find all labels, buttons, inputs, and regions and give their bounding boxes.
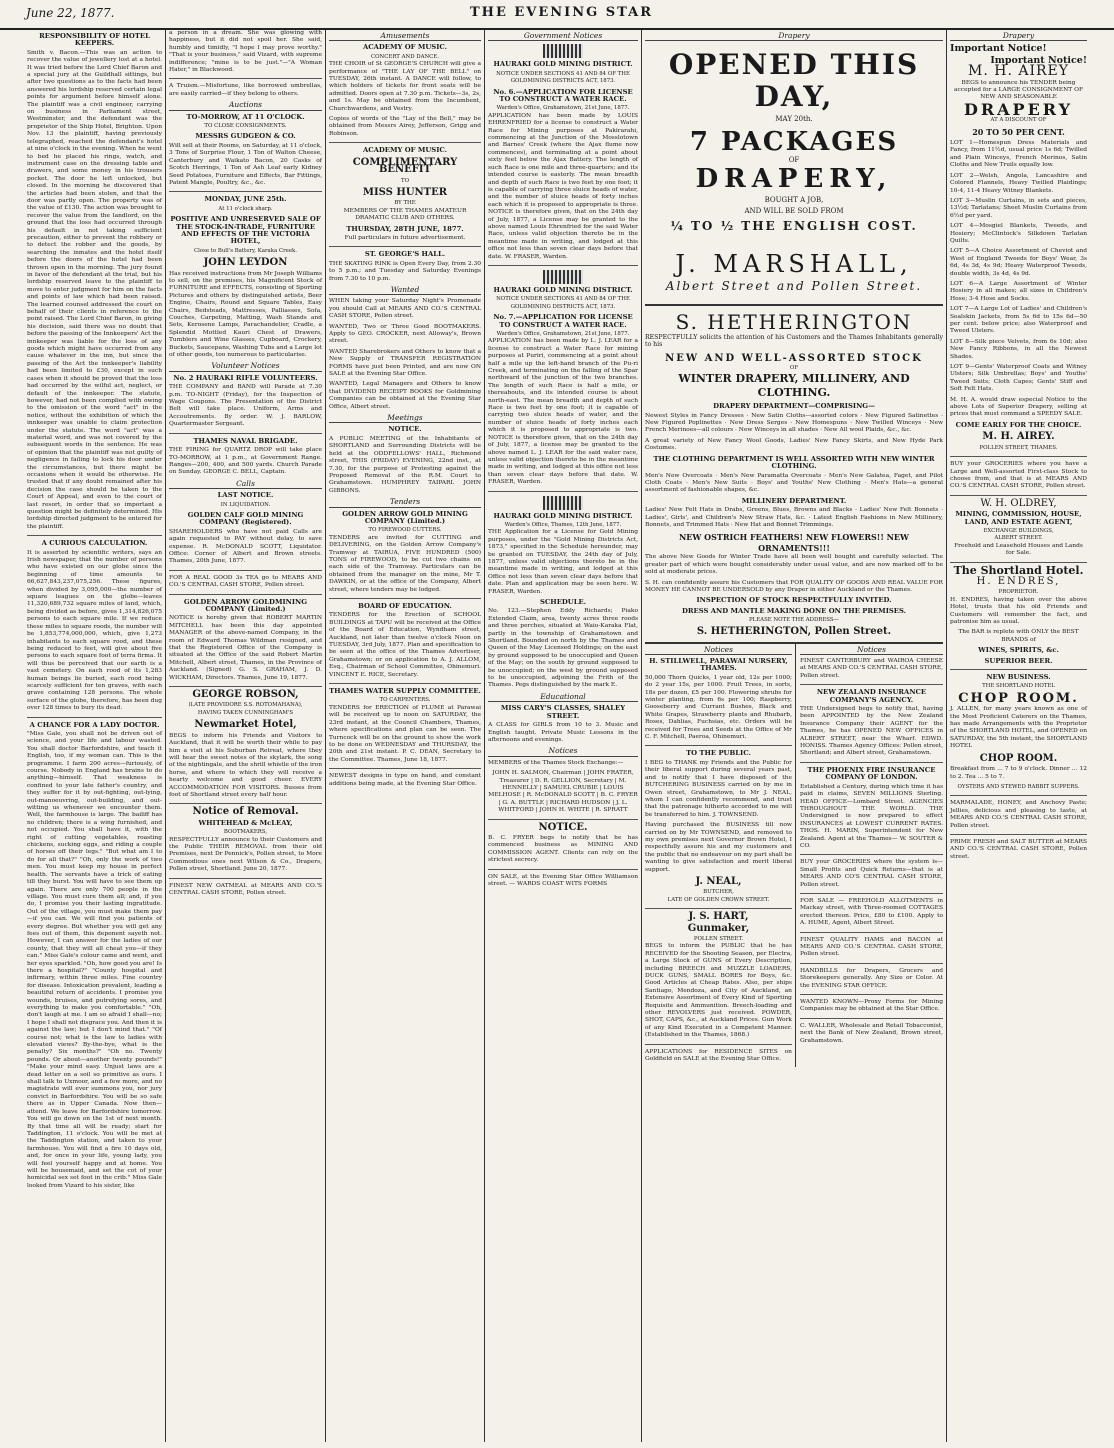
divider: [169, 433, 322, 434]
ad-subheading: TO CARPENTERS.: [379, 697, 431, 704]
ad-body: B. C. FRYER begs to notify that he has commenced business as MINING AND COMMISSION AGENT. Clients can rely on the strictest secrecy.: [488, 834, 638, 864]
ad-subheading: BOOTMAKERS,: [223, 829, 268, 836]
column-5: [642, 30, 946, 1442]
divider: [169, 686, 322, 687]
ad-body: FINEST CANTERBURY and WAIROA CHEESE at MEARS AND CO.'S CENTRAL CASH STORE, Pollen street.: [799, 658, 943, 679]
divider: [800, 963, 943, 964]
divider: [169, 594, 322, 595]
ad-subheading: PLEASE NOTE THE ADDRESS—: [749, 617, 839, 624]
divider: [27, 535, 162, 536]
ad-subheading: ALBERT STREET.: [994, 535, 1043, 542]
ad-body: Full particulars in future advertisement.: [344, 234, 466, 241]
ad-heading: ACADEMY OF MUSIC.: [362, 43, 448, 52]
ad-headline: CHOP ROOM.: [979, 752, 1058, 764]
divider: [800, 684, 943, 685]
lot-item: LOT 6—A Large Assortment of Winter Hosiery in all makes; all sizes in Children's Hose; 3-4 Hose and Socks.: [950, 280, 1087, 302]
ad-name: NOTICE.: [538, 821, 588, 833]
ad-subheading: TO FIREWOOD CUTTERS.: [368, 527, 442, 534]
ad-heading: SUPERIOR BEER.: [984, 656, 1053, 665]
ad-body: Copies of words of the "Lay of the Bell," may be obtained from Messrs Airey, Jefferson, Grigg and Robinson.: [329, 116, 481, 137]
ad-body: HANDBILLS for Drapers, Grocers and Storekeepers generally. Any Size or Color. At the EVENING STAR OFFICE.: [799, 967, 943, 989]
section-header: Meetings: [329, 414, 481, 423]
masthead: [0, 0, 1114, 30]
ad-body: Will sell at their Rooms, on Saturday, at 11 o'clock, 3 Tons of Surprise Flour, 1 Ton of Walton Cheese, Canterbury and Waikato Bacon, 20 Casks of Scotch Herrings, 1 Ton of Ash Leaf early Kidney Seed Potatoes, Furniture and Effects, Bar Fittings, Patent Mangle, Poultry, &c., &c.: [169, 142, 322, 186]
column-3: [326, 30, 484, 1442]
divider: [27, 717, 162, 718]
ad-body: FINEST QUALITY HAMS and BACON at MEARS AND CO.'S CENTRAL CASH STORE, Pollen street.: [799, 936, 943, 958]
ad-subheading: At 11 o'clock sharp.: [218, 205, 273, 212]
ad-body: Established a Century, during which time it has paid in claims, SEVEN MILLIONS Sterling. HEAD OFFICE—Lombard Street. AGENCIES THROUGHOUT THE WORLD. THE Undersigned is now prepared to effect INSURANCES at LOWEST CURRENT RATES. THOS. H. MARIN, Superintendent for New Zealand. Agent at the Thames— W. SOUTER & CO.: [799, 783, 943, 849]
ad-body: Men's New Overcoats · Men's New Paramatta Overcoats · Men's New Galatea, Faget, and Pilot Cloth Coats · Men's New Suits · Boys' and Youths' New Clothing · Men's Hats—a general assortment of fashionable shapes, &c.: [645, 472, 943, 494]
divider: [950, 834, 1087, 835]
ad-body: THE COMPANY and BAND will Parade at 7.30 p.m. TO-NIGHT (Friday), for the Inspection of Wage Coupons. The Presentation of the District Belt will take place. Uniform, Arms and Accoutrements. By order. W. J. BARLOW, Quartermaster Sergeant.: [169, 384, 322, 428]
ad-name: J. MARSHALL,: [675, 250, 913, 279]
ad-body: THE Application for a License for Gold Mining purposes, under the "Gold Mining Districts Act, 1873," specified in the Schedule hereunder, may be granted on TUESDAY, the 24th day of July, 1877, unless valid objections thereto be in the meantime made in writing, and lodged at this Office not less than seven clear days before that date. Plan and application may be seen here. W. FRASER, Warden.: [488, 529, 638, 595]
ad-address: Close to Bull's Battery, Karaka Creek.: [193, 247, 298, 254]
section-header: Tenders: [329, 498, 481, 507]
ad-headline: ¼ TO ½ THE ENGLISH COST.: [670, 219, 918, 234]
ad-heading: HAURAKI GOLD MINING DISTRICT.: [493, 511, 633, 520]
section-header: Notices: [800, 646, 943, 655]
ad-subheading: LATE OF GOLDEN CROWN STREET.: [667, 896, 770, 903]
section-header: Drapery: [950, 32, 1087, 41]
ad-name: M. H. AIREY: [968, 63, 1069, 80]
ad-body: NOTICE is hereby given that ROBERT MARTIN MITCHELL has been this day appointed MANAGER of the above-named Company, in the room of Edward Thomas Wildman resigned, and that the Registered Office of the Company is situated at the Office of the said Robert Martin Mitchell, Albert street, Thames, in the Province of Auckland. (Signed) G. S. GRAHAM, J. D. WICKHAM, Directors. Thames, June 19, 1877.: [169, 615, 322, 681]
ad-body: S. H. can confidently assure his Customers that FOR QUALITY OF GOODS AND REAL VALUE FOR MONEY HE CANNOT BE UNDERSOLD by any Draper in either Auckland or the Thames.: [645, 579, 943, 593]
ad-name: J. S. HART,: [688, 911, 749, 923]
section-header: Notices: [488, 747, 638, 756]
divider: [329, 142, 481, 143]
divider: [950, 495, 1087, 496]
column-4: [485, 30, 641, 1442]
ad-body: PRIME FRESH and SALT BUTTER at MEARS AND CO.'S CENTRAL CASH STORE, Pollen street.: [950, 838, 1087, 860]
ad-body: APPLICATION has been made by LOUIS EHRENFRIED for a license to construct a Water Race for Mining purposes at Pakirarahi, commencing at the Junction of the Mosslotown and Barnes' Creek (where the Ajax flume now commences), and terminating at a point about sixty feet below the Ajax Battery. The length of such Race is one mile and three-quarters; and its intended course is easterly. The mean breadth and depth of such Race is two feet by one foot; it is capable of carrying three sluice heads of water, and the number of sluice heads of forty inches each which it is proposed to appropriate is three. NOTICE is therefore given, that on the 24th day of July, 1877, a License may be granted to the above named Louis Ehrenfried for the said Water Race, unless valid objection thereto be in the meantime made in writing, and lodged at this office not less than seven clear days before that date. W. FRASER, Warden.: [488, 112, 638, 260]
article-headline: RESPONSIBILITY OF HOTEL KEEPERS.: [39, 32, 150, 48]
crest-icon: [543, 270, 583, 284]
ad-subheading: THE SHORTLAND HOTEL: [982, 683, 1055, 690]
divider: [800, 762, 943, 763]
ad-heading: NEW ZEALAND INSURANCE COMPANY'S AGENCY.: [816, 688, 927, 704]
divider: [169, 191, 322, 192]
ad-subheading: CONCERT AND DANCE.: [371, 53, 439, 60]
ad-body: BUY your GROCERIES where you have a Large and Well-assorted First-class Stock to choose from, and that is at MEARS AND CO.'S CENTRAL CASH STORE, Pollen street.: [950, 461, 1087, 490]
ad-body: BEGS to inform the PUBLIC that he has RECEIVED for the Shooting Season, per Electra, a Large Stock of GUNS of Every Description, including BREECH and MUZZLE LOADERS, DUCK GUNS, SMALL BORES for Boys, &c. Good Articles at Cheap Rates. Also, per ships Santiago, Mendoza, and City of Auckland, an Extensive Assortment of Every Kind of Sporting Requisite and Ammunition. Breech-loading and other REVOLVERS just received. POWDER, SHOT, CAPS, &c., at Auckland Prices. Gun Work of any Kind Executed in a Competent Manner. (Established in the Thames, 1868.): [645, 943, 792, 1039]
ad-subheading: AT A DISCOUNT OF: [990, 117, 1047, 124]
ad-subheading: POLLEN STREET.: [693, 936, 744, 942]
ad-subheading: BY THE: [394, 200, 416, 207]
ad-subheading: OYSTERS AND STEWED RABBIT SUPPERS.: [957, 783, 1080, 790]
section-header: Educational: [488, 693, 638, 702]
lot-item: LOT 7—A Large Lot of Ladies' and Children's Sealskin Jackets, from 5s 6d to 15s 6d—50 per cent. below price; also Waterproof and Tweed Ulsters.: [950, 306, 1087, 335]
ad-heading: THURSDAY, 28TH JUNE, 1877.: [346, 224, 464, 233]
divider: [488, 819, 638, 820]
section-header: Amusements: [329, 32, 481, 41]
section-header: Notices: [645, 646, 792, 655]
ad-heading: MILLINERY DEPARTMENT.: [741, 496, 847, 505]
lot-item: LOT 4—Mosgiel Blankets, Tweeds, and Hosiery; McClintock's Silkdown Tarlatan Quilts.: [950, 223, 1087, 244]
divider: [488, 265, 638, 266]
ad-body: Breakfast from ... 7 to 9 o'clock. Dinner ... 12 to 2. Tea ... 5 to 7.: [950, 766, 1087, 780]
issue-date: June 22, 1877.: [26, 6, 115, 20]
crest-icon: [543, 44, 583, 58]
section-header: Auctions: [169, 101, 322, 110]
ad-body: Ladies' New Felt Hats in Drabs, Greens, Blues, Browns and Blacks · Ladies' New Felt Bonnets · Ladies', Girls', and Children's New Straw Hats, &c. · Latest English Fashions in New Millinery, Bonnets, and Trimmed Hats · New Hat and Bonnet Trimmings.: [645, 507, 943, 528]
ad-body: ON SALE, at the Evening Star Office Williamson street. — WARDS COAST WITS FORMS: [488, 873, 638, 887]
ad-heading: COME EARLY FOR THE CHOICE.: [955, 420, 1082, 429]
ad-name: MISS HUNTER: [362, 186, 448, 198]
lot-item: LOT 1—Homespun Dress Materials and Fancy, from 11½d, usual price 1s 6d; Twilled and Plain Winceys, French Merinos, Satin Cloths and New Truils equally low.: [950, 140, 1087, 169]
ad-body: TENDERS are invited for CUTTING and DELIVERING, on the Golden Arrow Company's Tramway at TAIRUA, FIVE HUNDRED (500) TONS of FIREWOOD, to be cut two chains on each side of the Tramway. Particulars can be obtained from the manager on the mine, Mr T. DAWKIN, or at the office of the Company, Albert street, where tenders may be lodged.: [329, 534, 481, 593]
ad-name: MESSRS GUDGEON & CO.: [195, 132, 296, 141]
ad-heading: TO-MORROW, AT 11 O'CLOCK.: [186, 112, 305, 121]
ad-heading: HAURAKI GOLD MINING DISTRICT.: [493, 285, 633, 294]
article-body: It is asserted by scientific writers, says an Irish newspaper, that the number of persons who have existed on our globe since the beginning of time amounts to 66,627,843,237,075,256. These figures, when divided by 3,095,000—the number of square leagues on the globe—leaves 11,320,689,732 square miles of land, which, being divided as before, gives 1,314,826,075 persons to each square mile. If we reduce these miles to square roods, the number will be 1,853,774,000,000, which, give 1,273 inhabitants to each square rood, and these being reduced to feet, will give about five persons to each square foot of terra firma. It will thus be perceived that our earth is a vast cemetery. On each rood of its 1,283 human beings lie buried, each rood being scarcely sufficient for ten graves, with each grave containing 128 persons. The whole surface of the globe, therefore, has been dug over 128 times to bury its dead.: [27, 549, 162, 712]
divider: [488, 869, 638, 870]
ad-heading: MONDAY, JUNE 25th.: [204, 195, 287, 204]
ad-heading: No. 7.—APPLICATION FOR LICENSE TO CONSTRUCT A WATER RACE.: [493, 313, 633, 329]
divider: [950, 562, 1087, 563]
ad-name: GEORGE ROBSON,: [192, 689, 299, 701]
ad-name: JOHN LEYDON: [203, 257, 288, 269]
ad-heading: DRAPERY DEPARTMENT—COMPRISING—: [713, 402, 875, 411]
ad-body: Freehold and Leasehold Houses and Lands for Sale.: [954, 542, 1083, 557]
ad-heading: GOLDEN CALF GOLD MINING COMPANY (Registered).: [187, 510, 304, 527]
ad-name: M. H. AIREY.: [982, 431, 1055, 443]
ad-body: M. H. A. would draw especial Notice to the above Lots of Superior Drapery, selling at prices that must command a SPEEDY SALE.: [950, 396, 1087, 418]
ad-body: THE SKATING RINK is Open Every Day, from 2.30 to 5 p.m.; and Tuesday and Saturday Evenings from 7.30 to 10 p.m.: [329, 260, 481, 282]
ad-body: RESPECTFULLY solicits the attention of his Customers and the Thames Inhabitants generally to his: [645, 334, 943, 349]
lot-item: LOT 2—Welsh, Angola, Lancashire and Colored Flannels, Heavy Twilled Plaidings; 10-4, 11-4 Heavy Witney Blankets.: [950, 172, 1087, 194]
divider: [169, 78, 322, 79]
divider: [329, 246, 481, 247]
divider: [645, 745, 792, 746]
ad-subheading: PROPRIETOR.: [998, 589, 1039, 596]
ad-name: W. H. OLDREY,: [980, 497, 1057, 509]
ad-headline: OPENED THIS DAY,: [668, 48, 920, 114]
divider: [169, 803, 322, 804]
ad-body: C. WALLER, Wholesale and Retail Tobacconist, next the Bank of New Zealand, Brown street, Grahamstown.: [799, 1022, 943, 1044]
ad-headline: NEW OSTRICH FEATHERS! NEW FLOWERS!! NEW ORNAMENTS!!!: [678, 532, 910, 554]
ad-body: TENDERS for the Erection of SCHOOL BUILDINGS at TAPU will be received at the Office of the Board of Education, Wyndham street, Auckland, not later than twelve o'clock Noon on TUESDAY, 3rd July, 1877. Plan and specification to be seen at the office of the Thames Advertiser, Grahamstown; or on application to A. J. ALLOM, Esq., Chairman of School Committee, Ohinemuri. VINCENT E. RICE, Secretary.: [329, 612, 481, 678]
ad-heading: No. 6.—APPLICATION FOR LICENSE TO CONSTRUCT A WATER RACE.: [493, 87, 633, 104]
ad-name: Gunmaker,: [687, 922, 750, 934]
divider: [800, 1018, 943, 1019]
column-7: [947, 30, 1090, 1442]
ad-body: SHAREHOLDERS who have not paid Calls are again requested to PAY without delay, to save expense. R. McDONALD SCOTT, Liquidator. Office: Corner of Albert and Brown streets. Thames, 20th June, 1877.: [169, 528, 322, 565]
article-headline: A CURIOUS CALCULATION.: [41, 539, 148, 548]
notices-left: [645, 644, 796, 1067]
ad-body: FOR SALE — FREEHOLD ALLOTMENTS in Mackay street, with Three-roomed COTTAGES erected thereon. Price, £80 to £100. Apply to A. HUME, Agent, Albert Street.: [799, 897, 943, 927]
ad-body: 50,000 Thorn Quicks, 1 year old, 12s per 1000; do 2 year 15s, per 1000. Fruit Trees, in sorts, 18s per dozen, £5 per 100. Flowering shrubs for winter planting, from 6s per 100; Raspberry, Gooseberry and Currant Bushes, Black and White Grapes, Strawberry plants and Rhubarb, Roses, Dahlias, Fuchsias, etc. Orders will be received for Trees and Seeds at the Office of Mr C. F. Mitchell, Paeroa, Ohinemuri.: [645, 674, 792, 741]
ad-heading: LAST NOTICE.: [217, 491, 274, 500]
ad-name: Notice of Removal.: [192, 806, 299, 818]
ad-heading: DRESS AND MANTLE MAKING DONE ON THE PREMISES.: [681, 606, 907, 615]
ad-body: Having purchased the BUSINESS till now carried on by Mr TOWNSEND, and removed to my own premises next Governor Brown Hotel, I respectfully assure his and my customers and the public that no endeavour on my part shall be wanting to give satisfaction and merit liberal support.: [645, 822, 792, 873]
ad-body: The above New Goods for Winter Trade have all been well bought and carefully selected. The greater part of which were bought considerably under usual value, and are now marked off to be sold at moderate prices.: [645, 554, 943, 576]
divider: [488, 491, 638, 492]
ad-heading: THE CLOTHING DEPARTMENT IS WELL ASSORTED WITH NEW WINTER CLOTHING.: [653, 454, 935, 471]
divider: [800, 932, 943, 933]
ad-headline: 20 TO 50 PER CENT.: [972, 126, 1065, 137]
article-body: a person in a dream. She was glowing with happiness, but it did not spoil her. She said, humbly and timidly, "I hope I may prove worthy." "That is your business," said Vizard, with supreme indifference; "mine is to be just."—"A Woman Hater," in Blackwood.: [169, 30, 322, 74]
article-headline: A CHANCE FOR A LADY DOCTOR.: [29, 720, 160, 729]
ad-date: Warden's Office, Grahamstown, 21st June, 1877.: [496, 331, 630, 337]
ad-subheading: TO CLOSE CONSIGNMENTS.: [204, 123, 287, 130]
ad-headline: Important Notice!: [990, 54, 1087, 66]
ad-headline: CHOP ROOM.: [958, 690, 1079, 706]
ad-name: S. HETHERINGTON, Pollen Street.: [696, 625, 892, 637]
divider: [950, 456, 1087, 457]
ad-body: BUY your GROCERIES where the system is—Small Profits and Quick Returns—that is at MEARS AND CO'S CENTRAL CASH STORE, Pollen street.: [799, 859, 943, 888]
ad-heading: ST. GEORGE'S HALL.: [364, 250, 446, 259]
ad-heading: THAMES WATER SUPPLY COMMITTEE.: [329, 687, 481, 696]
ad-body: THE Undersigned begs to notify that, having been APPOINTED by the New Zealand Insurance Company their AGENT for the Thames, he has OPENED NEW OFFICES in ALBERT STREET, near the Wharf. EDWD. HONISS. Thames Agency Offices: Pollen street, Shortland; and Albert street, Grahamstown.: [799, 706, 943, 757]
ad-subheading: IN LIQUIDATION.: [220, 501, 271, 508]
ad-body: J. ALLEN, for many years known as one of the Most Proficient Caterers on the Thames, has made Arrangements with the Proprietor of the SHORTLAND HOTEL, and OPENED on SATURDAY, the 5th instant, the SHORTLAND HOTEL: [950, 706, 1087, 750]
ad-subheading: OF: [789, 364, 799, 371]
lot-item: LOT 3—Muslin Curtains, in sets and pieces, 13½d; Tarlatans; Sheet Muslin Curtains from 6½d per yard.: [950, 197, 1087, 219]
divider: [645, 304, 943, 306]
ad-body: THE FIRING for QUARTZ DROP will take place TO-MORROW, at 1 p.m., at Government Range. Ranges—200, 400, and 500 yards. Church Parade on Sunday. GEORGE C. BELL, Captain.: [169, 447, 322, 476]
ad-body: The BAR is replete with ONLY the BEST BRANDS of: [958, 629, 1079, 643]
ad-name: COMPLIMENTARY BENEFIT: [352, 156, 458, 176]
ad-body: Newest Styles in Fancy Dresses · New Satin Cloths—assorted colors · New Figured Satinettes · New Figured Poplinettes · New Dress Serges · New Homespuns · New Twilled Winceys · New French Merinoes—all colours · New Winceys in all shades · New All wool Plaids, &c., &c.: [645, 412, 943, 434]
ad-heading: ACADEMY OF MUSIC.: [362, 146, 448, 155]
ad-body: MEMBERS OF THE THAMES AMATEUR DRAMATIC CLUB AND OTHERS.: [343, 207, 467, 222]
ad-body: WANTED, Legal Managers and Others to know that DIVIDEND RECEIPT BOOKS for Goldmining Companies can be obtained at the Evening Star Office, Albert street.: [329, 381, 481, 410]
ad-subheading: EXCHANGE BUILDINGS,: [983, 527, 1054, 534]
lower-split: [645, 642, 943, 1067]
ad-body: WANTED, Two or Three Good BOOTMAKERS. Apply to GEO. CROCKER, next Alloway's, Brown street.: [329, 323, 481, 345]
section-header: Wanted: [329, 286, 481, 295]
ad-body: FINEST NEW OATMEAL at MEARS AND CO.'S CENTRAL CASH STORE, Pollen street.: [169, 882, 322, 896]
article-body: "Miss Gale, you shall not be driven out of science, and your life and labour wasted. You shall doctor Barfordshire, and teach it English, too, if my woman can. This is the programme. I farm 200 acres—furiously, of course. Nobody in England has brains to do anything—himself. That weakness is confined to your late father's country, and they suffer for it by out-fighting, out-lying, out-manoeuvring, out-building, and out-witting us whenever we encounter them. Well, the farmhouse is large. The bailiff has no children; there is a wing furnished, and not occupied. You shall have it, with the right of cutting vegetables, roasting chickens, sucking eggs, and riding a couple of horses off their legs." "But what am I to do for all that?" "Oh, only the work of two men. You must keep my house in perfect health. The servants have a trick of eating till they burst. You will have to see them up again. There are only 700 people in the village. You must cure them all; and, if you do, I promise you their lasting ingratitude. Out of the village, you must make them pay—if you can. We will find you patients of every degree. But whether you will get any fees out of them, this deponent sayeth not. However, I can answer for the ladies of our county, that they will all cheat you—if they can." Miss Gale's colour came and went, and her eyes sparkled. "Oh, how good you are! Is there a hospital?" "County hospital and infirmary, within three miles. Fine country for disease. Intoxication prevalent, leading a beautiful return of accidents. I promise you wounds, bruises, and putrefying sores, and everything to make you comfortable." "Oh, don't laugh at me. I am so afraid I shall—no; I hope I shall not disgrace you. And then it is against the law; but I don't mind that." "Of course not; what is the law to ladies with elevated views? By-the-bye, what is the penalty? Six months?" "Oh no. Twenty pounds. Or about—another twenty pounds!" "Make your mind easy. Unjust laws are a dead letter on a soil so primitive as ours. I shall talk to Uxmoor, and a few more, and no magistrate will ever summons you, nor jury convict in Barfordshire. You will be so safe there as in Upper Canada. Now then—attend. We leave for Barfordshire tomorrow. You will go down on the 1st of next month. By that time all will be ready; start for Taddington, 11 o'clock. You will be met at the Taddington station, and taken to your farmhouse. You will find a fire 10 days old, and, for once in your life, young lady, you will feel yourself happy and at home. You will be housemaid, and set the cot of your homicidal sex set foot in the crib." Miss Gale looked from Vizard to his sister, like: [27, 730, 162, 1189]
ad-subheading: HAVING TAKEN CUNNINGHAM'S: [197, 709, 294, 716]
divider: [329, 768, 481, 769]
ad-body: WANTED KNOWN—Proxy Forms for Mining Companies may be obtained at the Star Office.: [799, 999, 943, 1013]
ad-heading: GOLDEN ARROW GOLD MINING COMPANY (Limited.): [342, 509, 468, 525]
ad-headline: Important Notice!: [950, 43, 1047, 55]
ad-subheading: NOTICE UNDER SECTIONS 41 AND 84 OF THE GOLDMINING DISTRICTS ACT, 1873.: [496, 70, 630, 85]
divider: [950, 795, 1087, 796]
ad-headline: DRAPERY,: [695, 164, 893, 195]
ad-heading: TO THE PUBLIC.: [686, 749, 751, 758]
lot-item: LOT 9—Gents' Waterproof Coats and Witney Ulsters; Silk Umbrellas; Boys' and Youths' Tweed Suits; Cloth Capes; Gents' Stiff and Soft Felt Hats.: [950, 364, 1087, 393]
ad-heading: POSITIVE AND UNRESERVED SALE OF THE STOCK-IN-TRADE, FURNITURE AND EFFECTS OF THE VICTORIA HOTEL,: [170, 215, 321, 246]
ad-subheading: NOTICE UNDER SECTIONS 41 AND 84 OF THE GOLDMINING DISTRICTS ACT, 1873.: [496, 296, 630, 310]
ad-body: No. 123.—Stephen Eddy Richards; Piako Extended Claim, area, twenty acres three roods and three perches, situated at Waio-Karaka Flat, partly in the township of Grahamstown and Shortland. Bounded on north by the Thames and Queen of the May Licensed Holdings; on the east by ground supposed to be unoccupied and Queen of the May; on the south by ground supposed to be unoccupied; on the west by ground supposed to be unoccupied, adjoining the Frith of the Thames. Pegs distinguished by the mark E.: [488, 608, 638, 689]
divider: [800, 854, 943, 855]
ad-name: H. ENDRES,: [976, 575, 1061, 587]
ad-name: Newmarket Hotel,: [194, 719, 297, 731]
ad-body: H. ENDRES, having taken over the above Hotel, trusts that his old Friends and Customers will remember the fact, and patronise him as usual.: [950, 596, 1087, 625]
ad-body: BEGS to inform his Friends and Visitors to Auckland, that it will be worth their while to pay him a visit at his Suburban Retreat, where they will hear the sweet notes of the skylark, the song of the nightingale, and the shrill whistle of the iron horse, and where to which they will receive a hearty welcome and good cheer. EVERY ACCOMMODATION FOR VISITORS. Busses from foot of Shortland street every half hour.: [169, 732, 322, 798]
ad-subheading: TO: [400, 177, 409, 184]
lot-item: LOT 8—Silk piece Velvets, from 6s 10d; also New Fancy Ribbons, in all the Newest Shades.: [950, 338, 1087, 360]
column-2: [166, 30, 325, 1442]
ad-date: MAY 20th.: [775, 115, 813, 124]
ad-name: S. HETHERINGTON: [675, 310, 913, 335]
ad-body: A CLASS for GIRLS from 10 to 3. Music and English taught. Private Music Lessons in the afternoons and evenings.: [488, 722, 638, 743]
ad-body: MEMBERS of the Thames Stock Exchange:—: [488, 759, 624, 766]
ad-address: Albert Street and Pollen Street.: [665, 279, 923, 294]
ad-heading: WHITEHEAD & McLEAY,: [198, 818, 293, 827]
notices-right: [800, 644, 943, 1067]
ad-subheading: BUTCHER,: [703, 889, 734, 896]
divider: [800, 994, 943, 995]
ad-date: Warden's Office, Grahamstown, 21st June, 1877.: [496, 105, 630, 112]
ad-heading: NEW BUSINESS.: [986, 673, 1051, 682]
ad-subheading: OF: [788, 155, 800, 164]
ad-headline: NEW AND WELL-ASSORTED STOCK: [665, 352, 923, 364]
ad-heading: INSPECTION OF STOCK RESPECTFULLY INVITED.: [696, 596, 892, 605]
divider: [329, 683, 481, 684]
ad-heading: HAURAKI GOLD MINING DISTRICT.: [493, 60, 633, 69]
ad-headline: WINTER DRAPERY, MILLINERY, AND CLOTHING.: [678, 372, 910, 400]
section-header: Calls: [169, 480, 322, 489]
ad-body: A PUBLIC MEETING of the Inhabitants of SHORTLAND and Surrounding Districts will be held at the ODDFELLOWS' HALL, Richmond street, THIS (FRIDAY) EVENING, 22nd inst., at 7.30, for the purpose of Protesting against the Proposed Removal of the R.M. Court to Grahamstown. HUMPHREY TAIPARI. JOHN GIBBONS.: [329, 435, 481, 494]
ad-headline: DRAPERY: [963, 99, 1074, 119]
ad-headline: 7 PACKAGES: [689, 126, 899, 157]
article-body: A Truism.—Misfortune, like borrowed umbrellas, are easily carried—if they belong to others.: [169, 83, 322, 97]
ad-body: A great variety of New Fancy Wool Goods, Ladies' New Fancy Skirts, and New Hyde Park Costumes.: [645, 437, 943, 452]
ad-heading: H. STILLWELL, PARAWAI NURSERY, THAMES.: [649, 657, 788, 673]
ad-body: RESPECTFULLY announce to their Customers and the Public THEIR REMOVAL from their old Premises, next Dr Pennick's, Pollen street, to More Commodious ones next Wilson & Co., Drapers, Pollen street, Shortland. June 20, 1877.: [169, 836, 322, 873]
divider: [645, 908, 792, 909]
ad-subheading: (LATE PROVIDORE S.S. ROTOMAHANA),: [188, 702, 303, 709]
divider: [169, 878, 322, 879]
ad-heading: THE PHOENIX FIRE INSURANCE COMPANY OF LONDON.: [807, 765, 936, 782]
member-list: JOHN H. SALMON, Chairman | JOHN FRATER, Treasurer | D. R. GELLION, Secretary | M. HENNELLY | SAMUEL CRUBIE | LOUIS MELHOSE | R. McDONALD SCOTT | B. C. FRYER | G. A. BUTTLE | RICHARD HUDSON | J. L. WHITFORD | JOHN H. WHITE | R. SPRATT: [488, 770, 638, 814]
section-header: Drapery: [645, 32, 943, 41]
ad-heading: NOTICE.: [388, 425, 422, 434]
divider: [950, 669, 1087, 670]
paper-title: THE EVENING STAR: [470, 5, 654, 20]
ad-heading: GOLDEN ARROW GOLDMINING COMPANY (Limited.): [183, 597, 308, 613]
section-header: Government Notices: [488, 32, 638, 41]
section-header: Volunteer Notices: [169, 362, 322, 371]
ad-body: MARMALADE, HONEY, and Anchovy Paste; Jellies, delicious and pleasing to taste, at MEARS AND CO.'S CENTRAL CASH STORE, Pollen street.: [950, 800, 1087, 829]
ad-heading: THAMES NAVAL BRIGADE.: [193, 436, 298, 445]
divider: [329, 598, 481, 599]
ad-heading: SCHEDULE.: [539, 598, 587, 606]
ad-heading: No. 2 HAURAKI RIFLE VOLUNTEERS.: [173, 373, 318, 382]
ad-body: BEGS to announce his TENDER being accepted for a LARGE CONSIGNMENT OF NEW AND SEASONABLE: [953, 79, 1084, 101]
divider: [169, 570, 322, 571]
divider: [645, 1044, 792, 1045]
ad-heading: BOARD OF EDUCATION.: [358, 602, 452, 610]
ad-headline: The Shortland Hotel.: [953, 563, 1084, 577]
ad-body: I BEG to THANK my Friends and the Public for their liberal support during several years past, and to notify that I have disposed of the BUTCHERING BUSINESS carried on by me in Owen street, Grahamstown, to Mr J. NEAL, whom I can confidently recommend, and trust that the patronage hitherto accorded to me will be transferred to him. J. TOWNSEND.: [645, 759, 792, 818]
ad-body: APPLICATION has been made by L. J. LEAR for a license to construct a Water Race for mining purposes at Puriri, commencing at a point about half a mile up the left-hand branch of the Pu-ri Creek, and terminating on the falling of the Spar northward of the junction of the two branches. The length of such Race is half a mile, or thereabouts, and its intended course is about north-east. The mean breadth and depth of such Race is two feet by one foot; it is capable of carrying two sluice heads of water, and the number of sluice heads of forty inches each which it is proposed to appropriate is two. NOTICE is therefore given, that on the 24th day of July, 1877, a license may be granted to the above named L. J. LEAR for the said water race, unless valid objection thereto be in the meantime made in writing, and lodged at this office not less than seven clear days before that date. W. FRASER, Warden.: [488, 338, 638, 486]
crest-icon: [543, 496, 583, 510]
ad-heading: WINES, SPIRITS, &c.: [978, 646, 1059, 655]
ad-heading: MISS CARY'S CLASSES, SHALEY STREET.: [500, 704, 626, 720]
column-1: [24, 30, 165, 1442]
ad-body: NEWEST designs in type on hand, and constant additions being made, at the Evening Star Office.: [329, 773, 481, 787]
ad-body: Has received instructions from Mr Joseph Williams to sell, on the premises, his Magnificent Stock of FURNITURE and EFFECTS, consisting of Sporting Pictures and others by distinguished artists, Beer Engine, Chairs, Round and Square Tables, Easy Chairs, Bedsteads, Mattresses, Palliasses, Sofa, Couches, Carpeting, Matting, Wash Stands and Sets, Kerosene Lamps, Parachandelier, Cradle, a Splendid Mottled Kauri Chest of Drawers, Tumblers and Wine Glasses, Cupboard, Crockery, Buckets, Saucepans, Washing Tubs and a Large lot of other goods, too numerous to particularise.: [169, 270, 322, 359]
ad-subheading: BOUGHT A JOB,: [764, 196, 824, 205]
ad-body: WHEN taking your Saturday Night's Promenade you should Call at MEARS AND CO.'S CENTRAL CASH STORE, Pollen street.: [329, 298, 481, 320]
ad-body: WANTED Sharebrokers and Others to know that a New Supply of TRANSFER REGISTRATION FORMS have just been Printed, and are now ON SALE at the Evening Star Office.: [329, 348, 481, 378]
ad-body: THE CHOIR of St GEORGE'S CHURCH will give a performance of "THE LAY OF THE BELL" on TUESDAY, 26th instant. A DANCE will follow, to which holders of tickets for front seats will be admitted. Doors open at 7.30 p.m. Tickets—3s, 2s, and 1s. May be obtained from the Incumbent, Churchwardens, and Vestry.: [329, 61, 481, 112]
ad-subheading: AND WILL BE SOLD FROM: [744, 206, 844, 215]
ad-body: TENDERS for ERECTION of FLUME at Parawai will be received up to noon on SATURDAY, the 23rd instant, at the Council Chambers, Thames, where specifications and plan can be seen. The Turncock will be on the ground to show the work to be done on WEDNESDAY and THURSDAY, the 20th and 21st instant. P. C. DEAN, Secretary to the Committee. Thames, June 18, 1877.: [329, 704, 481, 763]
ad-body: APPLICATIONS for RESIDENCE SITES on Goldfield on SALE at the Evening Star Office.: [645, 1048, 792, 1063]
ad-subheading: POLLEN STREET, THAMES.: [979, 444, 1058, 451]
ad-name: J. NEAL,: [695, 875, 742, 887]
lot-item: LOT 5—A Choice Assortment of Cheviot and West of England Tweeds for Boys' Wear, 3s 6d, 4s 3d, 4s 9d; Heavy Waterproof Tweeds, double width, 3s 4d, 4s 9d.: [950, 248, 1087, 277]
ad-body: FOR A REAL GOOD 3s TEA go to MEARS AND CO.'S CENTRAL CASH STORE, Pollen street.: [169, 574, 322, 589]
ad-date: Warden's Office, Thames, 12th June, 1877.: [504, 521, 622, 528]
article-body: Smith v. Bacon.—This was an action to recover the value of jewellery lost at a hotel. It was tried before the Lord Chief Baron and a special jury at the Guildhall sittings, but after two questions as to the facts had been answered his lordship reserved certain legal points for argument before himself alone. The plaintiff was a civil engineer, carrying on business in Parliament street, Westminster, and the defendant was the proprietor of the Ship Hotel, Brighton. Upon Nov. 13 the plaintiff, having previously telegraphed, reached the defendant's hotel at nine o'clock in the evening. When he went to bed he placed his rings, watch, and instrument case on the dressing table and drawers, and some money in his trousers pocket. The door he left unlocked, but closed. In the morning he discovered that the articles had been stolen, and that the door was partly open. The property was of the value of £130. The action was brought to recover the value from the landlord, on the ground that the loss had occurred through his default in not taking sufficient precaution, either to prevent the robbery or to detect the robber and the goods, by searching the inmates and the hotel itself before the doors of the hotel had been thrown open in the morning. The jury found in favor of the defendant at the trial, but his lordship reserved leave to the plaintiff to move to enter judgment for him on the facts and points of law which had been raised. The learned counsel addressed the court on behalf of their clients in reference to the point raised. The Lord Chief Baron, in giving his decision, said there was no doubt that before the passing of the Innkeepers' Act the innkeeper was liable for the loss of any goods which might have occurred from any cause whatever in the inn, but since the passing of the Act the innkeeper's liability had been limited to £30, except in such cases when it should be proved that the loss had occurred by the wilful act, neglect, or default of the innkeeper. The statute, however, had not been complied with owing to the omission of the word "act" in the notice, without the exhibition of which the innkeeper was unable to claim protection under the statute. The word "act" was a material word, and was not covered by the subsequent words in the sentence. He was of opinion that the plaintiff was not guilty of negligence in failing to lock his door under the circumstances, but there might be occasions when it would be otherwise. He trusted that if any doubt remained after his decision the case should be taken to the Court of Appeal, and even to the court of last resort, in order that so important a question might be definitely determined. His lordship directed judgment to be entered for the plaintiff.: [27, 49, 162, 530]
divider: [800, 893, 943, 894]
ad-heading: MINING, COMMISSION, HOUSE, LAND, AND ESTATE AGENT,: [955, 510, 1082, 526]
